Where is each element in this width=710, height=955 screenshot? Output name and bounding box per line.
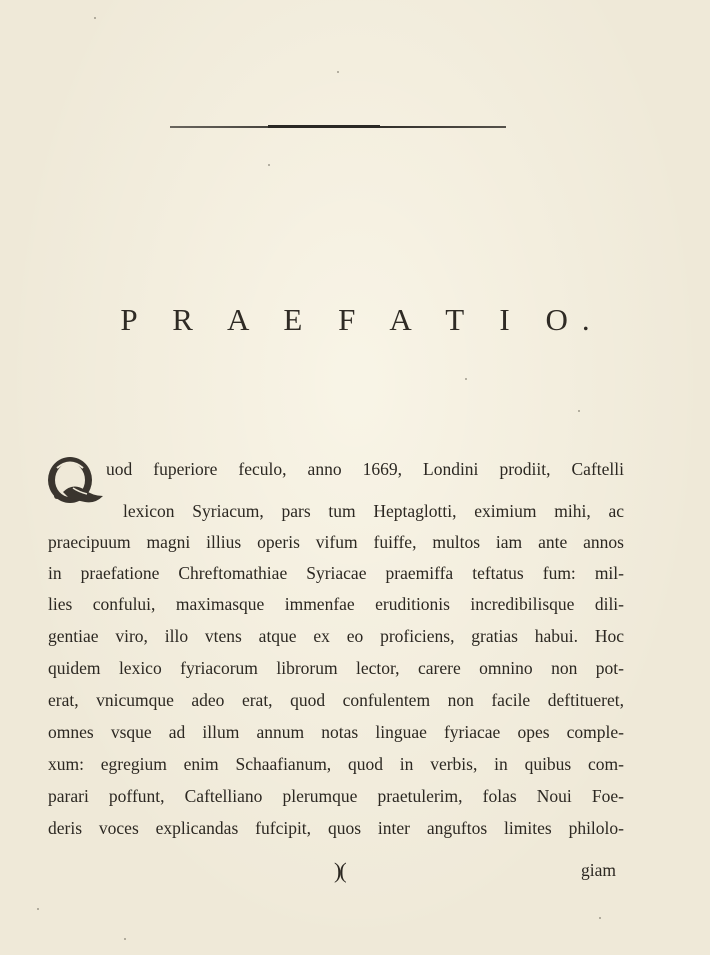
paper-speck xyxy=(465,378,467,380)
text-line: parari poffunt, Caftelliano plerumque praetulerim, folas Noui Foe- xyxy=(48,786,624,806)
paper-speck xyxy=(337,71,339,73)
paper-speck xyxy=(124,938,126,940)
text-line: quidem lexico fyriacorum librorum lector, carere omnino non pot- xyxy=(48,658,624,678)
ornamental-rule-center xyxy=(268,125,380,128)
text-line: in praefatione Chreftomathiae Syriacae praemiffa teftatus fum: mil- xyxy=(48,563,624,583)
paper-speck xyxy=(37,908,39,910)
paper-speck xyxy=(268,164,270,166)
text-line: praecipuum magni illius operis vifum fuiffe, multos iam ante annos xyxy=(48,532,624,552)
text-line: erat, vnicumque adeo erat, quod confulentem non facile deftitueret, xyxy=(48,690,624,710)
dropcap-q-icon xyxy=(43,452,107,512)
text-line: lexicon Syriacum, pars tum Heptaglotti, eximium mihi, ac xyxy=(123,501,624,521)
page-title: P R A E F A T I O. xyxy=(120,302,604,337)
signature-mark: )( xyxy=(334,858,345,883)
text-line: lies confului, maximasque immenfae eruditionis incredibilisque dili- xyxy=(48,594,624,614)
paper-speck xyxy=(599,917,601,919)
text-line: omnes vsque ad illum annum notas linguae fyriacae opes comple- xyxy=(48,722,624,742)
catchword: giam xyxy=(581,860,616,880)
paper-speck xyxy=(94,17,96,19)
show-through-line xyxy=(170,132,650,148)
paper-speck xyxy=(578,410,580,412)
text-line: xum: egregium enim Schaafianum, quod in verbis, in quibus com- xyxy=(48,754,624,774)
text-line: deris voces explicandas fufcipit, quos inter anguftos limites philolo- xyxy=(48,818,624,838)
text-line: uod fuperiore feculo, anno 1669, Londini prodiit, Caftelli xyxy=(106,459,624,479)
text-line: gentiae viro, illo vtens atque ex eo proficiens, gratias habui. Hoc xyxy=(48,626,624,646)
